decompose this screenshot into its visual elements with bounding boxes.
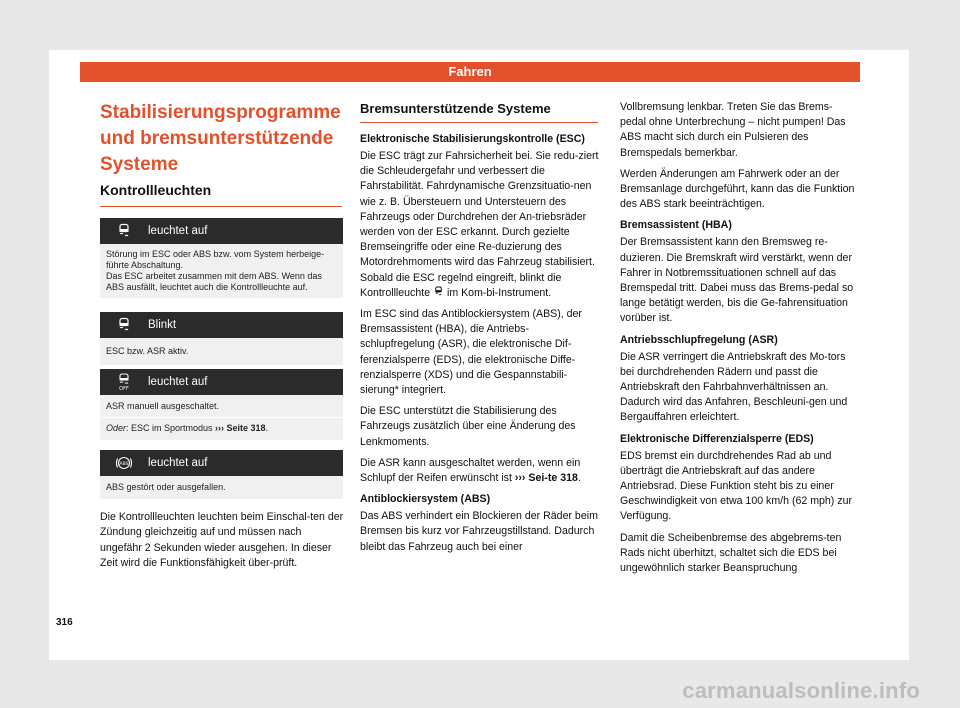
- text-part: im Kom-bi-Instrument.: [444, 286, 552, 299]
- esc-skid-icon: [433, 286, 444, 297]
- subheading-asr: Antriebsschlupfregelung (ASR): [620, 333, 778, 346]
- subheading-esc: Elektronische Stabilisierungskontrolle (ESC): [360, 133, 585, 145]
- body-paragraph: Das ABS verhindert ein Blockieren der Räder beim Bremsen bis kurz vor Fahrzeugstillstand. Dadurch bleibt das Fahrzeug auch bei einer: [360, 510, 598, 553]
- warning-lamp-asr-off: [100, 369, 343, 440]
- esc-skid-icon: [100, 223, 148, 239]
- page-reference-link[interactable]: ››› Seite 318: [215, 423, 266, 433]
- body-paragraph: Werden Änderungen am Fahrwerk oder an der Bremsanlage durchgeführt, kann das die Funktion des ABS stark beeinträchtigen.: [620, 167, 855, 211]
- lamp-status: leuchtet auf: [148, 457, 208, 469]
- body-paragraph: Im ESC sind das Antiblockiersystem (ABS), der Bremsassistent (HBA), die Antriebs-schlupfregelung (ASR), die elektronische Dif-ferenzialsperre (EDS), die elektronische Diffe-renzialsperre (XDS) und die Gespannstabili-sierung* integriert.: [360, 308, 582, 397]
- lamp-header: [100, 312, 343, 338]
- warning-lamp-esc-blink: [100, 312, 343, 365]
- lamp-text: Das ESC arbeitet zusammen mit dem ABS. Wenn das ABS ausfällt, leuchtet auch die Kontrollleuchte auf.: [106, 271, 322, 292]
- lamp-description: [100, 338, 343, 365]
- text-column-right: [620, 100, 858, 582]
- body-paragraph: Der Bremsassistent kann den Bremsweg re-duzieren. Die Bremskraft wird verstärkt, wenn der Fahrer in Notbremssituationen schnell auf das Bremspedal tritt. Dabei muss das Brems-pedal so lange betätigt werden, bis die Ge-fahrensituation vorüber ist.: [620, 236, 854, 325]
- body-paragraph: EDS bremst ein durchdrehendes Rad ab und überträgt die Antriebskraft auf das andere Antriebsrad. Diese Funktion steht bis zu einer Geschwindigkeit von etwa 100 km/h (62 mph) zur Verfügung.: [620, 449, 852, 523]
- watermark: carmanualsonline.info: [682, 678, 920, 703]
- body-paragraph: Die ASR verringert die Antriebskraft des Mo-tors bei durchdrehenden Rädern und passt die Antriebskraft den Fahrbahnverhältnissen an. Dadurch wird das Anfahren, Beschleuni-gen und Bergauffahren erleichtert.: [620, 350, 848, 424]
- svg-text:OFF: OFF: [119, 386, 129, 391]
- lamp-header: [100, 450, 343, 476]
- lamp-header: [100, 218, 343, 244]
- asr-off-icon: [100, 373, 148, 391]
- body-paragraph: Die ESC unterstützt die Stabilisierung des Fahrzeugs zusätzlich über eine Änderung des Lenkmoments.: [360, 405, 576, 448]
- body-paragraph: [360, 149, 602, 301]
- lamp-status: leuchtet auf: [148, 376, 208, 388]
- body-paragraph: [360, 456, 602, 486]
- warning-lamp-abs: [100, 450, 343, 499]
- lamp-text: ABS gestört oder ausgefallen.: [106, 482, 226, 492]
- lamp-description: [100, 395, 343, 440]
- page-title: Stabilisierungsprogramme und bremsunterstützende Systeme: [100, 102, 341, 175]
- lamp-text: Störung im ESC oder ABS bzw. vom System herbeige-führte Abschaltung.: [106, 249, 325, 270]
- lamp-header: [100, 369, 343, 395]
- text-part: Die ASR kann ausgeschaltet werden, wenn ein Schlupf der Reifen erwünscht ist: [360, 456, 581, 485]
- section-subtitle: Kontrollleuchten: [100, 182, 342, 207]
- lamp-status: Blinkt: [148, 319, 177, 331]
- page-number: 316: [56, 617, 73, 628]
- subheading-abs: Antiblockiersystem (ABS): [360, 493, 491, 506]
- body-paragraph: Vollbremsung lenkbar. Treten Sie das Brems-pedal ohne Unterbrechung – nicht pumpen! Das ABS macht sich durch ein Pulsieren des Bremspedals bemerkbar.: [620, 101, 846, 159]
- text-column-middle: [360, 132, 602, 561]
- lamp-text-part: : ESC im Sportmodus: [126, 423, 216, 433]
- lamp-text-or: Oder: [106, 423, 127, 433]
- esc-skid-icon: [100, 317, 148, 333]
- warning-lamp-esc-on: [100, 218, 343, 298]
- body-paragraph: Damit die Scheibenbremse des abgebrems-ten Rads nicht überhitzt, schaltet sich die EDS bei ungewöhnlich starker Beanspruchung: [620, 531, 842, 575]
- lamp-text: ESC bzw. ASR aktiv.: [106, 346, 189, 356]
- lamp-text: ASR manuell ausgeschaltet.: [106, 401, 220, 411]
- body-paragraph: Die Kontrollleuchten leuchten beim Einschal-ten der Zündung gleichzeitig auf und müssen nach ungefähr 2 Sekunden wieder ausgehen. In dieser Zeit wird die Funktionsfähigkeit über-prüft.: [100, 511, 344, 569]
- section-header: Fahren: [80, 62, 860, 82]
- text-part: Die ESC trägt zur Fahrsicherheit bei. Sie redu-ziert die Schleudergefahr und verbessert die Fahrstabilität. Fahrdynamische Grenzsituatio-nen wie z. B. Übersteuern und Untersteuern des Fahrzeugs oder Durchdrehen der An-triebsräder werden von der ESC erkannt. Durch gezielte Bremseingriffe oder eine Re-duzierung des Motordrehmoments wird das Fahrzeug stabilisiert. Sobald die ESC regelnd eingreift, blinkt die Kontrollleuchte: [360, 150, 599, 299]
- abs-icon: [100, 455, 148, 471]
- lamp-description: [100, 476, 343, 499]
- lamp-status: leuchtet auf: [148, 225, 208, 237]
- lamp-text-sportmode: [106, 423, 337, 434]
- page-reference-link[interactable]: ››› Sei-te 318: [514, 472, 578, 485]
- subheading-hba: Bremsassistent (HBA): [620, 219, 732, 232]
- svg-text:ABS: ABS: [119, 462, 129, 467]
- subheading-eds: Elektronische Differenzialsperre (EDS): [620, 432, 814, 445]
- lamp-text-part: .: [265, 423, 269, 433]
- text-part: .: [577, 472, 581, 485]
- section-heading: Bremsunterstützende Systeme: [360, 101, 598, 123]
- divider: [100, 417, 343, 418]
- lamp-description: [100, 244, 343, 298]
